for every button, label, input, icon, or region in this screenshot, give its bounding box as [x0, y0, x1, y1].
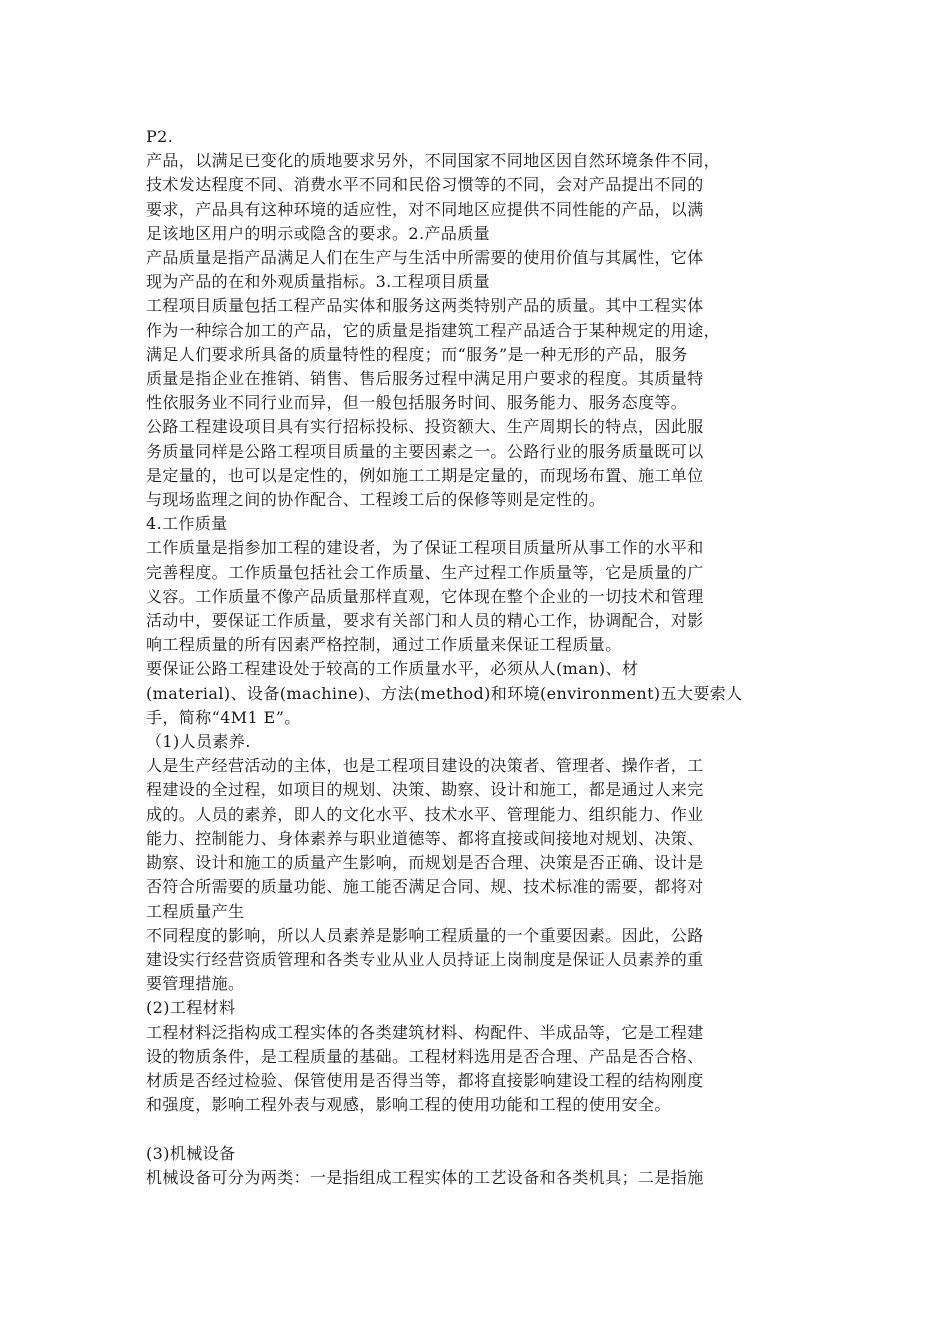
text-line: 手，简称“4M1 E”。 — [146, 707, 301, 727]
text-line: 质量是指企业在推销、销售、售后服务过程中满足用户要求的程度。其质量特 — [146, 369, 704, 389]
text-line: 是定量的，也可以是定性的，例如施工工期是定量的，而现场布置、施工单位 — [146, 465, 704, 485]
text-line: 响工程质量的所有因素严格控制，通过工作质量来保证工程质量。 — [146, 635, 622, 655]
section-heading: （1)人员素养. — [146, 732, 251, 752]
text-line: 足该地区用户的明示或隐含的要求。2.产品质量 — [146, 223, 491, 243]
text-line: 工程材料泛指构成工程实体的各类建筑材料、构配件、半成品等，它是工程建 — [146, 1022, 704, 1042]
text-line: 机械设备可分为两类：一是指组成工程实体的工艺设备和各类机具；二是指施 — [146, 1167, 704, 1187]
text-line: 程建设的全过程，如项目的规划、决策、勘察、设计和施工，都是通过人来完 — [146, 780, 704, 800]
text-line: (material)、设备(machine)、方法(method)和环境(environment)五大要索人 — [146, 683, 743, 703]
text-line: 要管理措施。 — [146, 974, 245, 994]
text-line: 能力、控制能力、身体素养与职业道德等、都将直接或间接地对规划、决策、 — [146, 828, 704, 848]
text-line: 与现场监理之间的协作配合、工程竣工后的保修等则是定性的。 — [146, 490, 606, 510]
text-line: 勘察、设计和施工的质量产生影响，而规划是否合理、决策是否正确、设计是 — [146, 853, 704, 873]
text-line: 工作质量是指参加工程的建设者，为了保证工程项目质量所从事工作的水平和 — [146, 538, 704, 558]
text-line: 活动中，要保证工作质量，要求有关部门和人员的精心工作，协调配合，对影 — [146, 611, 704, 631]
text-line: 和强度，影响工程外表与观感，影响工程的使用功能和工程的使用安全。 — [146, 1095, 671, 1115]
text-line: 设的物质条件，是工程质量的基础。工程材料选用是否合理、产品是否合格、 — [146, 1046, 704, 1066]
text-line: 技术发达程度不同、消费水平不同和民俗习惯等的不同，会对产品提出不同的 — [146, 175, 704, 195]
text-line: 工程项目质量包括工程产品实体和服务这两类特别产品的质量。其中工程实体 — [146, 296, 704, 316]
section-heading: (3)机械设备 — [146, 1143, 236, 1163]
blank-line — [146, 1117, 806, 1141]
text-line: 现为产品的在和外观质量指标。3.工程项目质量 — [146, 272, 491, 292]
text-line: 工程质量产生 — [146, 901, 245, 921]
page-number: P2. — [146, 127, 174, 146]
text-line: 不同程度的影响，所以人员素养是影响工程质量的一个重要因素。因此，公路 — [146, 925, 704, 945]
text-line: 人是生产经营活动的主体，也是工程项目建设的决策者、管理者、操作者，工 — [146, 756, 704, 776]
text-line: 产品，以满足已变化的质地要求另外，不同国家不同地区因自然环境条件不同， — [146, 151, 721, 171]
text-line: 否符合所需要的质量功能、施工能否满足合同、规、技术标准的需要，都将对 — [146, 877, 704, 897]
section-heading: 4.工作质量 — [146, 514, 228, 534]
text-line: 性依服务业不同行业而异，但一般包括服务时间、服务能力、服务态度等。 — [146, 393, 688, 413]
document-page — [146, 125, 806, 1190]
text-line: 满足人们要求所具备的质量特性的程度；而“服务”是一种无形的产品，服务 — [146, 344, 688, 364]
text-line: 建设实行经营资质管理和各类专业从业人员持证上岗制度是保证人员素养的重 — [146, 949, 704, 969]
section-heading: (2)工程材料 — [146, 998, 236, 1018]
text-line: 作为一种综合加工的产品，它的质量是指建筑工程产品适合于某种规定的用途， — [146, 320, 721, 340]
text-line: 义容。工作质量不像产品质量那样直观，它体现在整个企业的一切技术和管理 — [146, 586, 704, 606]
text-line: 材质是否经过检验、保管使用是否得当等，都将直接影响建设工程的结构刚度 — [146, 1070, 704, 1090]
text-line: 完善程度。工作质量包括社会工作质量、生产过程工作质量等，它是质量的广 — [146, 562, 704, 582]
text-line: 要保证公路工程建设处于较高的工作质量水平，必须从人(man)、材 — [146, 659, 639, 679]
text-line: 要求，产品具有这种环境的适应性，对不同地区应提供不同性能的产品，以满 — [146, 199, 704, 219]
text-line: 务质量同样是公路工程项目质量的主要因素之一。公路行业的服务质量既可以 — [146, 441, 704, 461]
text-line: 公路工程建设项目具有实行招标投标、投资额大、生产周期长的特点，因此服 — [146, 417, 704, 437]
text-line: 成的。人员的素养，即人的文化水平、技术水平、管理能力、组织能力、作业 — [146, 804, 704, 824]
text-line: 产品质量是指产品满足人们在生产与生活中所需要的使用价值与其属性，它体 — [146, 248, 704, 268]
